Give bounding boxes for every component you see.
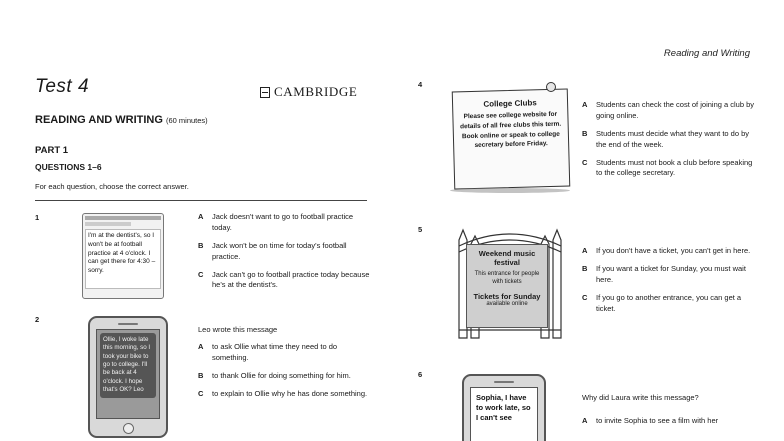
notice-board bbox=[452, 88, 571, 189]
option-a[interactable] bbox=[198, 212, 372, 234]
duration: (60 minutes) bbox=[165, 116, 208, 125]
brand-name: CAMBRIDGE bbox=[274, 84, 358, 99]
option-letter: A bbox=[582, 100, 588, 109]
section-label: Reading and Writing bbox=[663, 48, 750, 59]
option-a[interactable] bbox=[582, 416, 756, 427]
option-letter: C bbox=[198, 269, 204, 279]
phone-screen bbox=[470, 387, 538, 441]
option-c[interactable] bbox=[198, 389, 372, 400]
phone-screen bbox=[96, 329, 160, 419]
option-letter: B bbox=[198, 370, 204, 380]
q6-options bbox=[582, 416, 756, 427]
question-number: 1 bbox=[35, 213, 40, 222]
option-text: If you want a ticket for Sunday, you must wait here. bbox=[596, 263, 746, 284]
option-c[interactable] bbox=[582, 158, 756, 180]
option-text: Jack doesn't want to go to football practice today. bbox=[212, 212, 354, 232]
cambridge-logo bbox=[260, 84, 357, 100]
option-text: to ask Ollie what time they need to do something. bbox=[212, 342, 338, 362]
part-title: PART 1 bbox=[35, 145, 69, 156]
test-title: Test 4 bbox=[35, 76, 90, 97]
option-letter: B bbox=[198, 240, 204, 250]
option-text: Jack can't go to football practice today because he's at the dentist's. bbox=[212, 269, 370, 290]
text-message: Ollie, I woke late this morning, so I took your bike to go to college. I'll be back at 4 o'clock. I hope that's OK? Leo bbox=[100, 333, 156, 398]
home-button-icon bbox=[123, 423, 134, 434]
divider bbox=[35, 200, 367, 201]
q2-options bbox=[198, 342, 372, 400]
option-letter: B bbox=[582, 128, 588, 138]
section-heading bbox=[35, 114, 208, 126]
email-message: I'm at the dentist's, so I won't be at football practice at 4 o'clock. I can get there for 4:30 – sorry. bbox=[85, 229, 161, 289]
heading-text: READING AND WRITING bbox=[35, 114, 163, 126]
option-text: Students must decide what they want to do by the end of the week. bbox=[596, 128, 750, 149]
q4-options bbox=[582, 100, 756, 179]
poster-line: available online bbox=[486, 300, 528, 307]
window-toolbar bbox=[85, 222, 131, 226]
notice-body: Please see college website for details of all free clubs this term. Book online or speak to college secretary before Friday. bbox=[459, 110, 562, 150]
option-b[interactable] bbox=[582, 264, 756, 286]
question-number: 6 bbox=[418, 370, 423, 379]
pin-icon bbox=[546, 82, 556, 92]
q1-options bbox=[198, 212, 372, 291]
notice-shadow bbox=[450, 188, 570, 193]
q5-options bbox=[582, 246, 756, 314]
crest-icon bbox=[260, 87, 270, 98]
option-a[interactable] bbox=[198, 342, 372, 364]
option-a[interactable] bbox=[582, 100, 756, 122]
notice-title: College Clubs bbox=[483, 98, 537, 109]
window-bar bbox=[85, 216, 161, 220]
festival-poster bbox=[466, 244, 548, 328]
option-letter: A bbox=[582, 246, 588, 255]
option-text: to thank Ollie for doing something for him. bbox=[212, 370, 351, 380]
text-message: Sophia, I have to work late, so I can't see bbox=[476, 393, 531, 422]
question-number: 2 bbox=[35, 315, 40, 324]
option-text: Students must not book a club before speaking to the college secretary. bbox=[596, 157, 753, 178]
option-letter: A bbox=[582, 416, 588, 425]
phone-image bbox=[462, 374, 546, 441]
option-text: If you go to another entrance, you can get a ticket. bbox=[596, 292, 742, 313]
question-number: 5 bbox=[418, 225, 423, 234]
option-text: Students can check the cost of joining a club by going online. bbox=[596, 100, 755, 120]
option-text: Jack won't be on time for today's football practice. bbox=[212, 240, 347, 261]
questions-range: QUESTIONS 1–6 bbox=[35, 162, 102, 172]
option-text: to invite Sophia to see a film with her bbox=[596, 416, 719, 425]
poster-subtitle: Tickets for Sunday bbox=[473, 291, 541, 301]
poster-title: Weekend music festival bbox=[478, 249, 536, 267]
option-c[interactable] bbox=[582, 293, 756, 315]
option-text: If you don't have a ticket, you can't get in here. bbox=[596, 246, 751, 255]
option-letter: C bbox=[198, 388, 204, 398]
phone-speaker bbox=[494, 381, 514, 383]
phone-speaker bbox=[118, 323, 138, 325]
option-b[interactable] bbox=[582, 129, 756, 151]
question-number: 4 bbox=[418, 80, 423, 89]
option-text: to explain to Ollie why he has done something. bbox=[212, 388, 368, 398]
option-b[interactable] bbox=[198, 241, 372, 263]
option-a[interactable] bbox=[582, 246, 756, 257]
option-letter: A bbox=[198, 212, 204, 221]
option-letter: B bbox=[582, 263, 588, 273]
option-letter: C bbox=[582, 292, 588, 302]
question-prompt: Leo wrote this message bbox=[198, 325, 278, 334]
question-prompt: Why did Laura write this message? bbox=[582, 393, 699, 402]
poster-line: This entrance for people with tickets bbox=[474, 271, 540, 285]
instruction: For each question, choose the correct answer. bbox=[35, 182, 189, 191]
option-c[interactable] bbox=[198, 270, 372, 292]
option-letter: A bbox=[198, 342, 204, 351]
option-letter: C bbox=[582, 157, 588, 167]
phone-image bbox=[88, 316, 168, 438]
email-screen bbox=[82, 213, 164, 299]
option-b[interactable] bbox=[198, 371, 372, 382]
